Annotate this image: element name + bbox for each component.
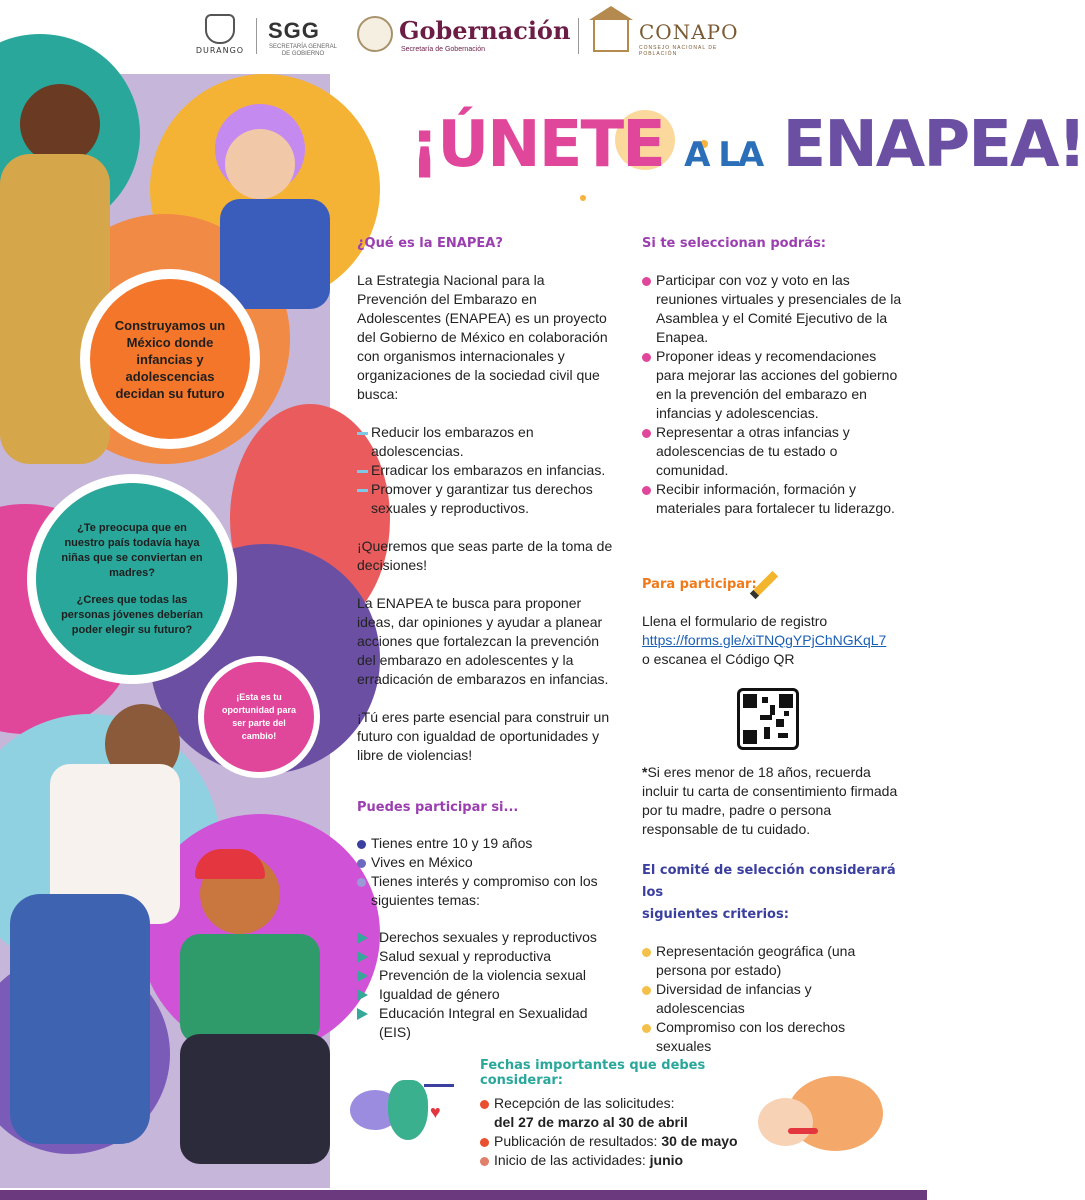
title-part-enapea: ENAPEA! [782,108,1085,182]
date-item [480,1132,760,1151]
criterion-item [642,980,902,1018]
gobernacion-title: Gobernación [399,16,571,45]
boy-body [0,154,110,464]
qr-finder [743,730,757,744]
goal-item [357,423,617,461]
sgg-title: SGG [268,18,320,43]
requirement-text: Tienes entre 10 y 19 años [371,835,533,851]
message-bubble-1 [90,279,250,439]
que-es-paragraph-3: La ENAPEA te busca para proponer ideas, dar opiniones y ayudar a planear acciones que fortalezcan la prevención del embarazo en adolescentes y la erradicación de embarazos en infancias. [357,595,609,687]
house-icon [593,18,629,52]
bubble-ring [198,656,320,778]
dates-list [480,1094,760,1170]
puedes-section [357,800,617,1042]
bird-body-icon [388,1080,428,1140]
bubble-2-question-1: ¿Te preocupa que en nuestro país todavía haya niñas que se conviertan en madres? [61,521,203,579]
arrow-icon [357,970,368,982]
gobernacion-logo [357,14,571,58]
gobernacion-subtitle: Secretaría de Gobernación [401,46,486,53]
benefits-list [642,271,902,518]
title-part-a-la: A LA [684,135,763,175]
goal-text: Reducir los embarazos en adolescencias. [371,424,534,459]
seleccion-section [642,236,902,518]
title-part-unete: ¡ÚNETE [410,108,664,182]
bullet-icon [357,840,366,849]
goal-text: Promover y garantizar tus derechos sexuales y reproductivos. [371,481,593,516]
dash-icon [357,432,368,435]
hummingbird-illustration [350,1070,460,1170]
arrow-icon [357,932,368,944]
criterion-item [642,942,902,980]
qr-code[interactable] [737,688,799,750]
bubble-2-question-2: ¿Crees que todas las personas jóvenes deberían poder elegir su futuro? [61,593,203,636]
illustration-column [0,74,330,1188]
arrow-icon [357,1008,368,1020]
bullet-icon [642,277,651,286]
participar-heading: Para participar: [642,577,757,592]
girl-face [225,129,295,199]
topic-text: Igualdad de género [379,986,500,1002]
boy-face [20,84,100,164]
topics-list [357,928,617,1042]
cat-face-icon [758,1098,813,1146]
divider [578,18,579,54]
benefit-text: Representar a otras infancias y adolescencias de tu estado o comunidad. [656,424,850,478]
note-asterisk: * [642,764,648,780]
date-label: Publicación de resultados: [494,1133,658,1149]
sgg-logo [268,18,338,58]
durango-logo [185,14,255,58]
mexico-seal-icon [357,16,393,52]
bullet-icon [480,1100,489,1109]
participar-instruction: Llena el formulario de registro [642,613,828,629]
requirement-item [357,853,617,872]
que-es-paragraph-2: ¡Queremos que seas parte de la toma de decisiones! [357,538,613,573]
qr-module [764,727,770,739]
benefit-text: Participar con voz y voto en las reuniones virtuales y presenciales de la Asamblea y el Comité Ejecutivo de la Enapea. [656,272,902,345]
date-item [480,1094,760,1132]
puedes-heading: Puedes participar si... [357,800,519,815]
benefit-item [642,271,902,347]
qr-module [770,705,775,715]
requirement-item [357,872,617,910]
topic-item [357,1004,617,1042]
bullet-icon [642,948,651,957]
conapo-logo [593,18,753,58]
requirements-list [357,834,617,910]
criteria-list [642,942,902,1056]
qr-module [784,711,789,716]
fechas-heading: Fechas importantes que debes considerar: [480,1058,706,1088]
date-item [480,1151,760,1170]
benefit-item [642,480,902,518]
topic-item [357,985,617,1004]
date-label: Inicio de las actividades: [494,1152,646,1168]
bubble-ring [80,269,260,449]
footer-bar [0,1190,927,1200]
participar-section [642,575,902,669]
qr-instruction: o escanea el Código QR [642,651,795,667]
dash-icon [357,489,368,492]
bullet-icon [642,353,651,362]
sgg-subtitle-1: SECRETARÍA GENERAL [269,44,337,50]
date-label: Recepción de las solicitudes: [494,1095,675,1111]
arrow-icon [357,989,368,1001]
bullet-icon [357,859,366,868]
beak-icon [424,1084,454,1087]
title-text [410,100,1085,200]
requirement-text: Tienes interés y compromiso con los siguientes temas: [371,873,598,908]
criterion-text: Diversidad de infancias y adolescencias [656,981,812,1016]
bullet-icon [642,429,651,438]
sgg-subtitle-2: DE GOBIERNO [281,51,325,57]
cat-collar-icon [788,1128,818,1134]
participar-heading-row [642,575,902,593]
que-es-section [357,236,617,765]
bullet-icon [642,1024,651,1033]
qr-finder [779,694,793,708]
qr-finder [743,694,757,708]
main-title [410,100,1085,210]
topic-text: Educación Integral en Sexualidad (EIS) [379,1005,588,1040]
topic-text: Salud sexual y reproductiva [379,948,551,964]
conapo-subtitle: CONSEJO NACIONAL DE POBLACIÓN [639,45,718,57]
criterios-section [642,860,902,1056]
criterios-heading-line-1: El comité de selección considerará los [642,863,896,900]
topic-text: Derechos sexuales y reproductivos [379,929,597,945]
consent-note [642,763,902,839]
registration-link[interactable]: https://forms.gle/xiTNQgYPjChNGKqL7 [642,632,887,648]
bullet-icon [642,986,651,995]
boy2-shirt [180,934,320,1044]
goal-item [357,461,617,480]
que-es-paragraph-4: ¡Tú eres parte esencial para construir un futuro con igualdad de oportunidades y libre de violencias! [357,709,610,763]
cat-illustration [758,1068,888,1158]
qr-module [762,697,768,703]
bullet-icon [642,486,651,495]
date-value: 30 de mayo [661,1133,738,1149]
requirement-item [357,834,617,853]
topic-item [357,928,617,947]
que-es-intro: La Estrategia Nacional para la Prevención del Embarazo en Adolescentes (ENAPEA) es un proyecto del Gobierno de México en colaboración con organismos internacionales y organizaciones de la sociedad civil que busca: [357,272,608,402]
message-bubble-2 [36,483,228,675]
divider [256,18,257,54]
bubble-1-text: Construyamos un México donde infancias y adolescencias decidan su futuro [114,317,226,401]
date-value: junio [649,1152,684,1168]
benefit-item [642,347,902,423]
topic-text: Prevención de la violencia sexual [379,967,587,983]
durango-crest-icon [205,14,235,44]
criterion-text: Representación geográfica (una persona por estado) [656,943,856,978]
note-text: Si eres menor de 18 años, recuerda incluir tu carta de consentimiento firmada por tu madre, padre o persona responsable de tu cuidado. [642,764,898,837]
goal-item [357,480,617,518]
bullet-icon [480,1138,489,1147]
fechas-section [480,1058,780,1088]
benefit-item [642,423,902,480]
criterion-text: Compromiso con los derechos sexuales [656,1019,846,1054]
topic-item [357,966,617,985]
header-logos [0,0,927,70]
criterion-item [642,1018,902,1056]
girl-body [220,199,330,309]
que-es-heading: ¿Qué es la ENAPEA? [357,236,503,251]
criterios-heading-line-2: siguientes criterios: [642,907,789,922]
requirement-text: Vives en México [371,854,473,870]
benefit-text: Proponer ideas y recomendaciones para mejorar las acciones del gobierno en la prevención del embarazo en infancias y adolescencias. [656,348,898,421]
bubble-3-text: ¡Esta es tu oportunidad para ser parte del cambio! [222,692,296,741]
qr-module [776,719,784,727]
conapo-title: CONAPO [639,20,739,44]
seleccion-heading: Si te seleccionan podrás: [642,236,826,251]
girl2-jeans [10,894,150,1144]
bubble-ring [27,474,237,684]
qr-module [760,715,772,720]
boy2-pants [180,1034,330,1164]
message-bubble-3 [204,662,314,772]
bullet-icon [480,1157,489,1166]
dash-icon [357,470,368,473]
goal-text: Erradicar los embarazos en infancias. [371,462,606,478]
qr-module [778,733,788,738]
topic-item [357,947,617,966]
date-value: del 27 de marzo al 30 de abril [494,1114,688,1130]
boy2-cap [195,849,265,879]
bullet-icon [357,878,366,887]
goals-list [357,423,617,518]
arrow-icon [357,951,368,963]
heart-icon: ♥ [430,1102,441,1122]
durango-label: DURANGO [195,46,245,55]
benefit-text: Recibir información, formación y materiales para fortalecer tu liderazgo. [656,481,895,516]
